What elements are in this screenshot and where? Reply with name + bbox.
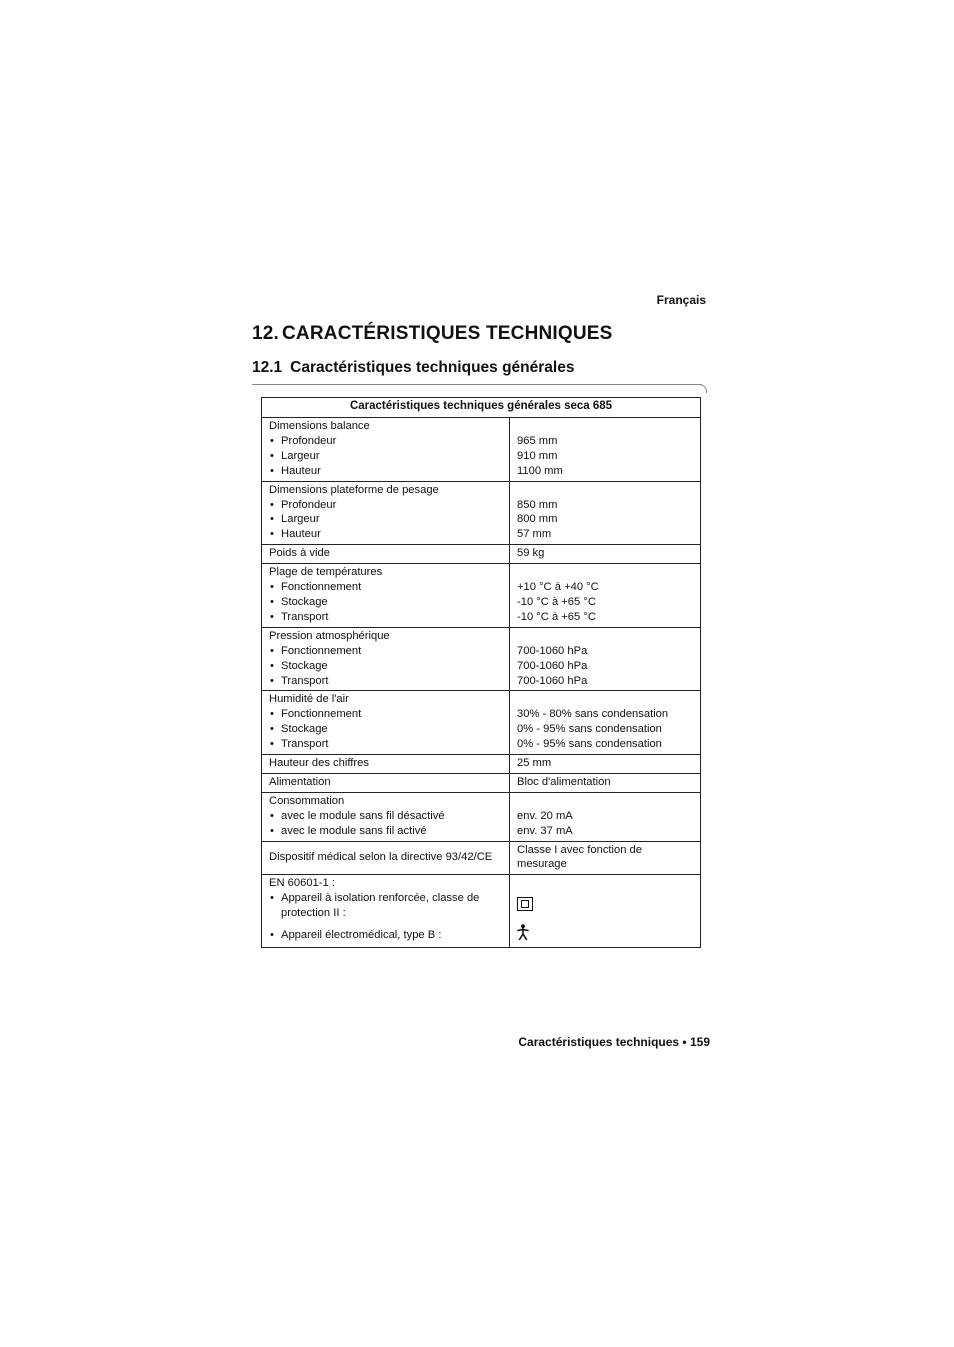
class-ii-icon: [517, 897, 533, 911]
list-item: • Stockage: [270, 723, 328, 736]
list-item: • Stockage: [270, 595, 328, 608]
table-row: [262, 792, 701, 841]
table-row: [262, 875, 701, 948]
table-row: [262, 545, 701, 564]
table-row: [262, 773, 701, 792]
row-value: 30% - 80% sans condensation: [517, 708, 669, 721]
row-label: Hauteur des chiffres: [262, 755, 510, 774]
row-value: Bloc d'alimentation: [510, 773, 701, 792]
row-value-cell: [510, 418, 701, 482]
row-label-cell: [262, 792, 510, 841]
table-caption-row: [262, 398, 701, 418]
list-item: • Fonctionnement: [270, 708, 362, 721]
row-value: +10 °C à +40 °C: [517, 581, 599, 594]
list-item: • Stockage: [270, 659, 328, 672]
row-label-cell: [262, 481, 510, 545]
row-label-cell: [262, 564, 510, 628]
row-label: Poids à vide: [262, 545, 510, 564]
language-label: Français: [656, 293, 706, 307]
row-label: Consommation: [269, 794, 345, 807]
row-value: 0% - 95% sans condensation: [517, 738, 662, 751]
row-label: Plage de températures: [269, 566, 383, 579]
row-label: EN 60601-1 :: [269, 877, 335, 890]
row-value: 25 mm: [510, 755, 701, 774]
row-label: Dimensions plateforme de pesage: [269, 483, 439, 496]
row-label: Pression atmosphérique: [269, 629, 390, 642]
row-label-cell: [262, 418, 510, 482]
row-value: 1100 mm: [517, 464, 563, 477]
table-row: [262, 755, 701, 774]
row-value-cell: [510, 792, 701, 841]
list-item: • Appareil électromédical, type B :: [270, 929, 442, 942]
list-item: • Profondeur: [270, 498, 337, 511]
page-footer: Caractéristiques techniques • 159: [518, 1035, 710, 1049]
section-divider: [252, 384, 702, 385]
list-item: • Largeur: [270, 513, 320, 526]
list-item: • avec le module sans fil activé: [270, 824, 427, 837]
row-value: Classe I avec fonction de mesurage: [510, 841, 701, 875]
section-heading: [252, 359, 574, 377]
table-caption: Caractéristiques techniques générales seca 685: [262, 398, 701, 418]
row-label-cell: [262, 875, 510, 948]
row-value: -10 °C à +65 °C: [517, 610, 596, 623]
chapter-number: 12.: [252, 323, 280, 344]
list-item: • avec le module sans fil désactivé: [270, 809, 445, 822]
row-label-cell: [262, 691, 510, 755]
list-item: • Fonctionnement: [270, 644, 362, 657]
row-value: 965 mm: [517, 434, 558, 447]
row-value: env. 37 mA: [517, 824, 573, 837]
row-value: 910 mm: [517, 449, 558, 462]
list-item: • Fonctionnement: [270, 581, 362, 594]
row-value-cell: [510, 481, 701, 545]
list-item: • Transport: [270, 674, 329, 687]
list-item: • Appareil à isolation renforcée, classe de protection II :: [270, 892, 480, 920]
type-b-icon: [517, 924, 693, 945]
list-item: • Profondeur: [270, 434, 337, 447]
row-value: -10 °C à +65 °C: [517, 595, 596, 608]
row-value: env. 20 mA: [517, 809, 573, 822]
list-item: • Hauteur: [270, 528, 321, 541]
row-value: 850 mm: [517, 498, 558, 511]
row-value: 700-1060 hPa: [517, 644, 588, 657]
table-row: [262, 481, 701, 545]
row-value-cell: [510, 627, 701, 691]
list-item: • Largeur: [270, 449, 320, 462]
list-item: • Transport: [270, 610, 329, 623]
row-value-cell: [510, 875, 701, 948]
row-value: 59 kg: [510, 545, 701, 564]
section-divider-corner: [698, 384, 707, 393]
row-value: 800 mm: [517, 513, 558, 526]
spec-table: [261, 397, 701, 948]
list-item: • Hauteur: [270, 464, 321, 477]
table-row: [262, 841, 701, 875]
row-value-cell: [510, 691, 701, 755]
row-value: 57 mm: [517, 528, 552, 541]
row-value: 700-1060 hPa: [517, 659, 588, 672]
chapter-heading: [252, 323, 613, 345]
row-value: 700-1060 hPa: [517, 674, 588, 687]
row-label: Alimentation: [262, 773, 510, 792]
list-item: • Transport: [270, 738, 329, 751]
row-label: Dispositif médical selon la directive 93/42/CE: [262, 841, 510, 875]
row-label: Dimensions balance: [269, 420, 370, 432]
row-label: Humidité de l'air: [269, 693, 349, 706]
row-value-cell: [510, 564, 701, 628]
table-row: [262, 627, 701, 691]
table-row: [262, 691, 701, 755]
chapter-title: CARACTÉRISTIQUES TECHNIQUES: [282, 323, 613, 344]
table-row: [262, 564, 701, 628]
row-value: 0% - 95% sans condensation: [517, 723, 662, 736]
section-number: 12.1: [252, 359, 283, 376]
section-title: Caractéristiques techniques générales: [290, 359, 575, 376]
row-label-cell: [262, 627, 510, 691]
table-row: [262, 418, 701, 482]
